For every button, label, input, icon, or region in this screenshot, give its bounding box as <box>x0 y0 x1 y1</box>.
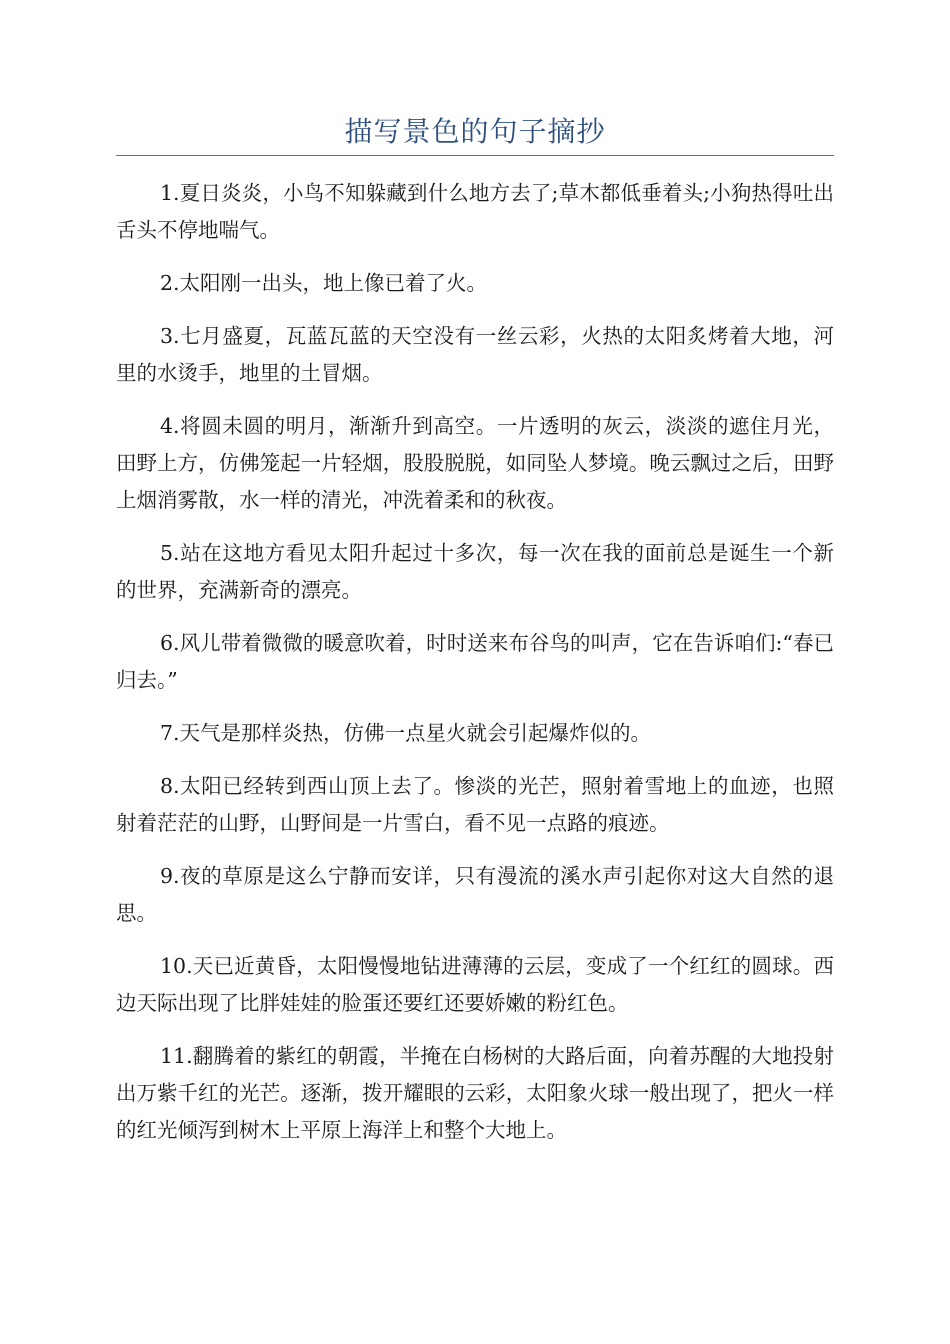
paragraph: 9.夜的草原是这么宁静而安详，只有漫流的溪水声引起你对这大自然的退思。 <box>116 864 834 925</box>
paragraph: 4.将圆未圆的明月，渐渐升到高空。一片透明的灰云，淡淡的遮住月光，田野上方，仿佛笼起一片轻烟，股股脱脱，如同坠人梦境。晚云飘过之后，田野上烟消雾散，水一样的清光，冲洗着柔和的秋夜。 <box>116 414 834 512</box>
title-underline-divider <box>116 155 834 156</box>
paragraph: 6.风儿带着微微的暖意吹着，时时送来布谷鸟的叫声，它在告诉咱们:“春已归去。” <box>116 631 834 692</box>
paragraph: 3.七月盛夏，瓦蓝瓦蓝的天空没有一丝云彩，火热的太阳炙烤着大地，河里的水烫手，地里的土冒烟。 <box>116 324 834 385</box>
paragraph: 7.天气是那样炎热，仿佛一点星火就会引起爆炸似的。 <box>160 721 652 745</box>
document-title: 描写景色的句子摘抄 <box>344 115 606 148</box>
paragraph: 11.翻腾着的紫红的朝霞，半掩在白杨树的大路后面，向着苏醒的大地投射出万紫千红的光芒。逐渐，拨开耀眼的云彩，太阳象火球一般出现了，把火一样的红光倾泻到树木上平原上海洋上和整个大地上。 <box>116 1044 834 1142</box>
paragraph: 2.太阳刚一出头，地上像已着了火。 <box>160 271 488 295</box>
paragraph: 10.天已近黄昏，太阳慢慢地钻进薄薄的云层，变成了一个红红的圆球。西边天际出现了比胖娃娃的脸蛋还要红还要娇嫩的粉红色。 <box>116 954 834 1015</box>
paragraph: 1.夏日炎炎，小鸟不知躲藏到什么地方去了;草木都低垂着头;小狗热得吐出舌头不停地喘气。 <box>116 181 834 242</box>
paragraph: 8.太阳已经转到西山顶上去了。惨淡的光芒，照射着雪地上的血迹，也照射着茫茫的山野，山野间是一片雪白，看不见一点路的痕迹。 <box>116 774 834 835</box>
document-body <box>116 175 834 1165</box>
paragraph: 5.站在这地方看见太阳升起过十多次，每一次在我的面前总是诞生一个新的世界，充满新奇的漂亮。 <box>116 541 834 602</box>
